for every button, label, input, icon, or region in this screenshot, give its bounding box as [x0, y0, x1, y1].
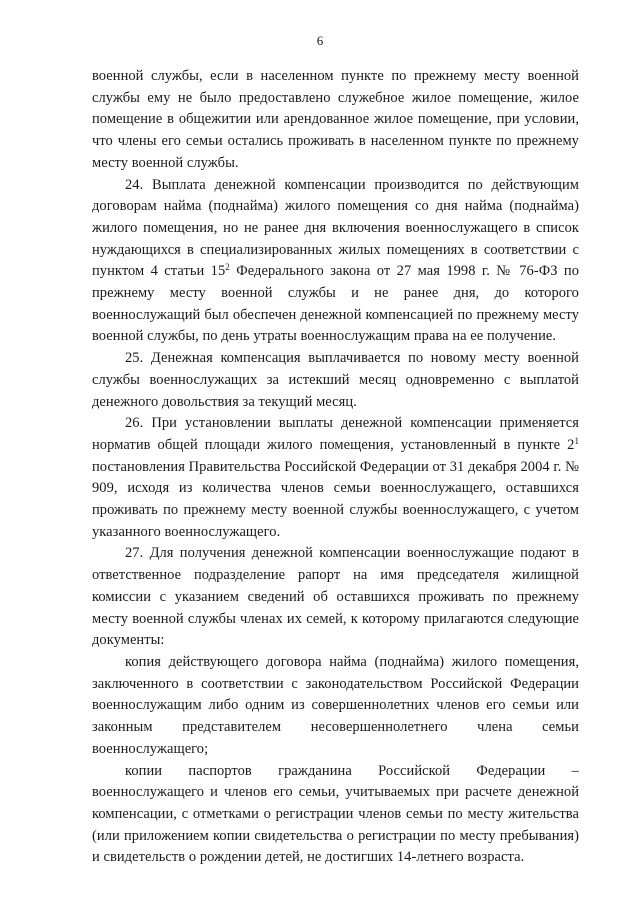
paragraph-26-text-b: постановления Правительства Российской Федерации от 31 декабря 2004 г. № 909, исходя из количества членов семьи военнослужащего, оставшихся проживать по прежнему месту военной службы военнослужащего, с учетом указанного военнослужащего. [92, 458, 579, 540]
paragraph-26 [92, 413, 579, 543]
paragraph-24-text-b: Федерального закона от 27 мая 1998 г. № 76-ФЗ по прежнему месту военной службы и не ранее дня, до которого военнослужащий был обеспечен денежной компенсацией по прежнему месту военной службы, по день утраты военнослужащим права на ее получение. [92, 263, 580, 345]
paragraph-copy-passports-rest: военнослужащего и членов его семьи, учитываемых при расчете денежной компенсации, с отметками о регистрации членов семьи по месту жительства (или приложением копии свидетельства о регистрации по месту пребывания) и свидетельств о рождении детей, не достигших 14-летнего возраста. [92, 784, 579, 866]
paragraph-25: 25. Денежная компенсация выплачивается по новому месту военной службы военнослужащих за истекший месяц одновременно с выплатой денежного довольствия за текущий месяц. [92, 350, 579, 410]
paragraph-copy-contract: копия действующего договора найма (поднайма) жилого помещения, заключенного в соответствии с законодательством Российской Федерации военнослужащим либо одним из совершеннолетних членов его семьи или законным представителем несовершеннолетнего члена семьи военнослужащего; [92, 653, 579, 757]
page-number: 6 [316, 33, 324, 48]
paragraph-continuation: военной службы, если в населенном пункте по прежнему месту военной службы ему не было предоставлено служебное жилое помещение, жилое помещение в общежитии или арендованное жилое помещение, при условии, что члены его семьи остались проживать в населенном пункте по прежнему месту военной службы. [92, 68, 579, 171]
paragraph-24-text-a: 24. Выплата денежной компенсации производится по действующим договорам найма (поднайма) жилого помещения со дня найма (поднайма) жилого помещения, но не ранее дня включения военнослужащего в список нуждающихся в специализированных жилых помещениях в соответствии с пунктом 4 статьи 15 [92, 176, 579, 280]
paragraph-27: 27. Для получения денежной компенсации военнослужащие подают в ответственное подразделение рапорт на имя председателя жилищной комиссии с указанием сведений об оставшихся проживать по прежнему месту военной службы членах их семей, к которому прилагаются следующие документы: [92, 545, 579, 649]
paragraph-26-text-a: 26. При установлении выплаты денежной компенсации применяется норматив общей площади жилого помещения, установленный в пункте 2 [92, 415, 579, 453]
paragraph-24 [92, 175, 579, 349]
paragraph-copy-passports-line1: копии паспортов гражданина Российской Федерации – [125, 762, 579, 779]
document-body [92, 66, 579, 869]
superscript-1: 1 [574, 435, 579, 446]
superscript-2: 2 [225, 262, 230, 273]
